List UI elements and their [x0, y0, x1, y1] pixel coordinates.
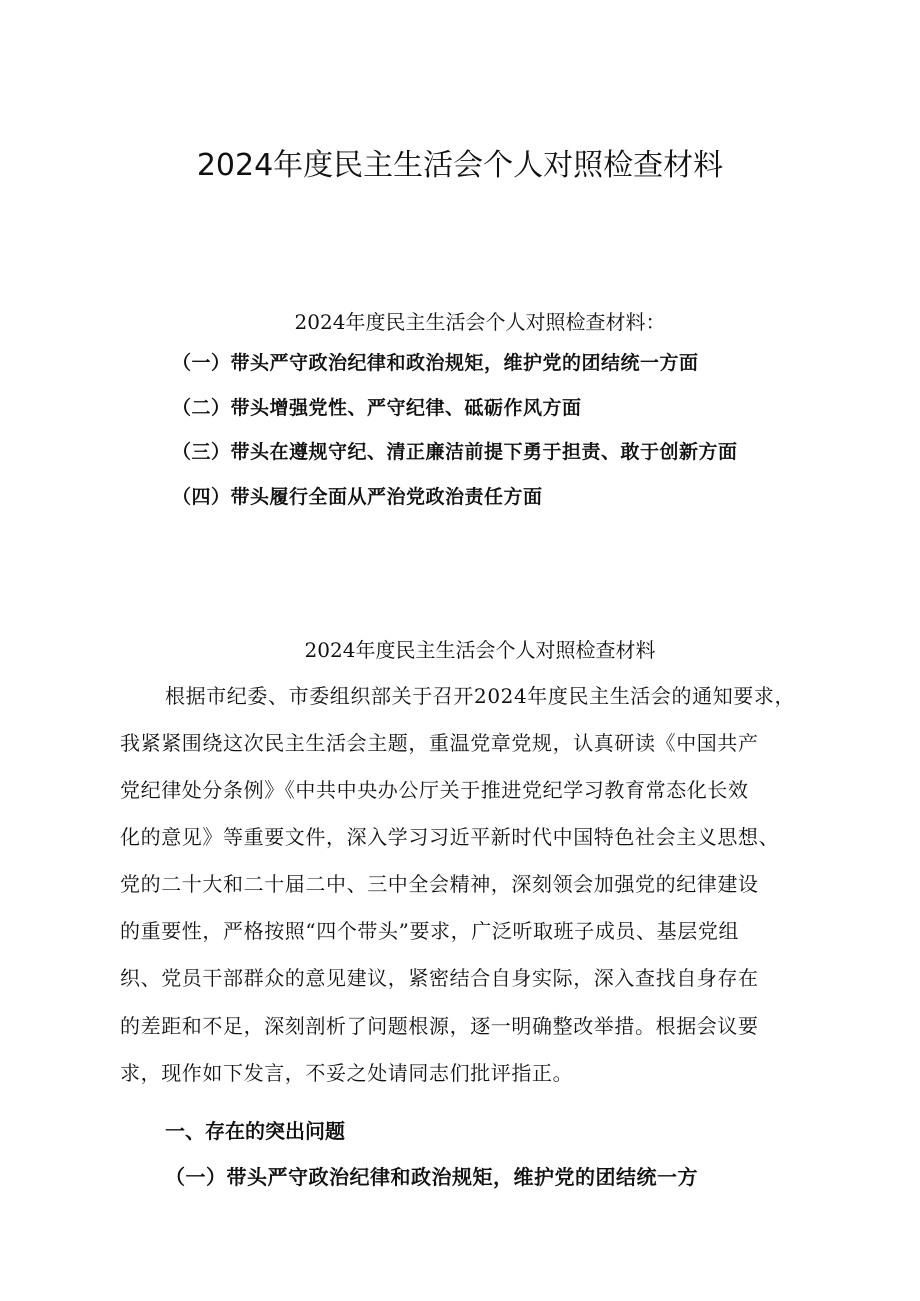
paragraph-line: 根据市纪委、市委组织部关于召开2024年度民主生活会的通知要求， [165, 684, 796, 708]
paragraph-line: 我紧紧围绕这次民主生活会主题，重温党章党规，认真研读《中国共产 [120, 731, 759, 755]
document-title: 2024年度民主生活会个人对照检查材料 [196, 148, 724, 183]
section-heading: 一、存在的突出问题 [165, 1119, 345, 1143]
toc-item: （四）带头履行全面从严治党政治责任方面 [172, 486, 543, 508]
paragraph-line: 求，现作如下发言，不妥之处请同志们批评指正。 [120, 1061, 574, 1085]
paragraph-line: 的差距和不足，深刻剖析了问题根源，逐一明确整改举措。根据会议要 [120, 1014, 759, 1038]
toc-item: （一）带头严守政治纪律和政治规矩，维护党的团结统一方面 [172, 352, 699, 374]
subsection-heading: （一）带头严守政治纪律和政治规矩，维护党的团结统一方 [165, 1165, 698, 1189]
toc-item: （二）带头增强党性、严守纪律、砥砺作风方面 [172, 397, 582, 419]
toc-heading: 2024年度民主生活会个人对照检查材料： [294, 310, 666, 334]
paragraph-line: 党纪律处分条例》《中共中央办公厅关于推进党纪学习教育常态化长效 [120, 778, 749, 802]
paragraph-line: 的重要性，严格按照“四个带头”要求，广泛听取班子成员、基层党组 [120, 919, 740, 943]
paragraph-line: 化的意见》等重要文件，深入学习习近平新时代中国特色社会主义思想、 [120, 825, 780, 849]
paragraph-line: 党的二十大和二十届二中、三中全会精神，深刻领会加强党的纪律建设 [120, 872, 759, 896]
toc-item: （三）带头在遵规守纪、清正廉洁前提下勇于担责、敢于创新方面 [172, 441, 738, 463]
paragraph-line: 织、党员干部群众的意见建议，紧密结合自身实际，深入查找自身存在 [120, 966, 759, 990]
body-title: 2024年度民主生活会个人对照检查材料 [304, 638, 656, 662]
